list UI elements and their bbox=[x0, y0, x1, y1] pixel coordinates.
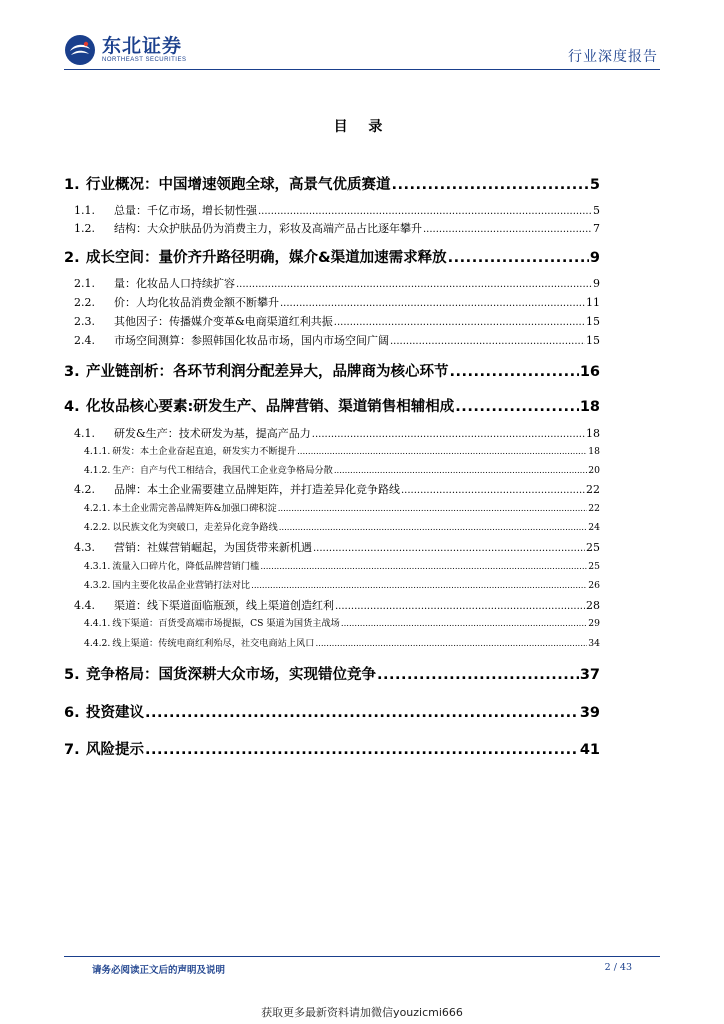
report-type-label: 行业深度报告 bbox=[568, 49, 658, 65]
toc-entry-title: 风险提示 bbox=[86, 742, 144, 758]
toc-entry-page: 18 bbox=[586, 427, 600, 440]
toc-entry-4-3-1[interactable] bbox=[64, 558, 600, 572]
toc-leader-dots bbox=[334, 317, 585, 328]
toc-leader-dots bbox=[260, 562, 587, 572]
toc-entry-page: 24 bbox=[588, 522, 600, 533]
toc-entry-title: 价：人均化妆品消费金额不断攀升 bbox=[114, 296, 279, 309]
toc-entry-page: 22 bbox=[586, 483, 600, 496]
toc-entry-1[interactable] bbox=[64, 173, 600, 194]
toc-entry-number: 4.2.1. bbox=[84, 503, 111, 514]
toc-entry-page: 16 bbox=[579, 364, 600, 380]
toc-entry-6[interactable] bbox=[64, 701, 600, 722]
toc-entry-title: 渠道：线下渠道面临瓶颈，线上渠道创造红利 bbox=[114, 599, 334, 612]
toc-entry-page: 9 bbox=[589, 250, 600, 266]
toc-entry-4-2[interactable] bbox=[64, 481, 600, 497]
toc-entry-title: 研发&生产：技术研发为基，提高产品力 bbox=[114, 427, 311, 440]
toc-leader-dots bbox=[341, 619, 587, 629]
toc-entry-title: 流量入口碎片化，降低品牌营销门槛 bbox=[112, 561, 260, 572]
toc-entry-title: 量：化妆品人口持续扩容 bbox=[114, 277, 235, 290]
toc-entry-title: 产业链剖析：各环节利润分配差异大，品牌商为核心环节 bbox=[86, 364, 449, 380]
toc-entry-3[interactable] bbox=[64, 360, 600, 381]
toc-leader-dots bbox=[390, 336, 585, 347]
toc-leader-dots bbox=[335, 601, 585, 612]
toc-entry-title: 线上渠道：传统电商红利殆尽，社交电商站上风口 bbox=[112, 638, 315, 649]
toc-entry-number: 4.1. bbox=[74, 427, 95, 440]
toc-entry-number: 4.4.1. bbox=[84, 618, 111, 629]
toc-entry-title: 投资建议 bbox=[86, 705, 144, 721]
toc-leader-dots bbox=[297, 447, 587, 457]
toc-leader-dots bbox=[279, 523, 588, 533]
toc-leader-dots bbox=[258, 206, 592, 217]
toc-leader-dots bbox=[278, 504, 588, 514]
toc-entry-page: 5 bbox=[589, 177, 600, 193]
toc-entry-4[interactable] bbox=[64, 395, 600, 416]
toc-entry-number: 4.1.1. bbox=[84, 446, 111, 457]
toc-entry-page: 18 bbox=[579, 399, 600, 415]
toc-leader-dots bbox=[145, 742, 579, 758]
toc-entry-number: 2. bbox=[64, 250, 80, 266]
toc-leader-dots bbox=[280, 298, 585, 309]
toc-entry-4-4-1[interactable] bbox=[64, 615, 600, 629]
toc-leader-dots bbox=[392, 177, 589, 193]
footer-divider bbox=[64, 956, 660, 957]
toc-entry-title: 竞争格局：国货深耕大众市场，实现错位竞争 bbox=[86, 667, 376, 683]
toc-entry-number: 4.2.2. bbox=[84, 522, 111, 533]
toc-entry-page: 15 bbox=[586, 315, 600, 328]
toc-entry-2-4[interactable] bbox=[64, 332, 600, 348]
toc-entry-4-4[interactable] bbox=[64, 597, 600, 613]
toc-entry-4-1-1[interactable] bbox=[64, 443, 600, 457]
toc-entry-title: 成长空间：量价齐升路径明确，媒介&渠道加速需求释放 bbox=[86, 250, 447, 266]
toc-entry-number: 4. bbox=[64, 399, 80, 415]
toc-entry-number: 7. bbox=[64, 742, 80, 758]
toc-entry-page: 9 bbox=[593, 277, 600, 290]
toc-entry-number: 4.1.2. bbox=[84, 465, 111, 476]
table-of-contents bbox=[64, 0, 600, 1024]
toc-entry-number: 4.4. bbox=[74, 599, 95, 612]
toc-entry-page: 25 bbox=[586, 541, 600, 554]
toc-leader-dots bbox=[377, 667, 579, 683]
toc-leader-dots bbox=[312, 429, 585, 440]
toc-entry-title: 品牌：本土企业需要建立品牌矩阵，并打造差异化竞争路线 bbox=[114, 483, 400, 496]
toc-entry-page: 37 bbox=[579, 667, 600, 683]
toc-entry-2-2[interactable] bbox=[64, 294, 600, 310]
toc-entry-page: 34 bbox=[588, 638, 600, 649]
toc-entry-title: 以民族文化为突破口，走差异化竞争路线 bbox=[112, 522, 278, 533]
toc-entry-number: 2.4. bbox=[74, 334, 95, 347]
toc-leader-dots bbox=[313, 543, 585, 554]
toc-entry-title: 线下渠道：百货受高端市场提振，CS 渠道为国货主战场 bbox=[112, 618, 340, 629]
toc-entry-4-2-1[interactable] bbox=[64, 500, 600, 514]
toc-entry-title: 市场空间测算：参照韩国化妆品市场，国内市场空间广阔 bbox=[114, 334, 389, 347]
toc-entry-page: 20 bbox=[588, 465, 600, 476]
toc-entry-2[interactable] bbox=[64, 246, 600, 267]
toc-entry-4-4-2[interactable] bbox=[64, 635, 600, 649]
toc-entry-2-1[interactable] bbox=[64, 275, 600, 291]
toc-entry-page: 18 bbox=[588, 446, 600, 457]
bottom-note: 获取更多最新资料请加微信youzicmi666 bbox=[261, 1006, 463, 1019]
toc-entry-2-3[interactable] bbox=[64, 313, 600, 329]
toc-entry-number: 1.1. bbox=[74, 204, 95, 217]
toc-entry-title: 结构：大众护肤品仍为消费主力，彩妆及高端产品占比逐年攀升 bbox=[114, 222, 422, 235]
toc-entry-1-2[interactable] bbox=[64, 220, 600, 236]
toc-entry-1-1[interactable] bbox=[64, 202, 600, 218]
logo-english-name: NORTHEAST SECURITIES bbox=[102, 57, 187, 63]
toc-entry-number: 2.1. bbox=[74, 277, 95, 290]
toc-entry-title: 国内主要化妆品企业营销打法对比 bbox=[112, 580, 251, 591]
toc-entry-page: 25 bbox=[588, 561, 600, 572]
toc-entry-page: 39 bbox=[579, 705, 600, 721]
toc-leader-dots bbox=[448, 250, 589, 266]
toc-entry-4-3[interactable] bbox=[64, 539, 600, 555]
toc-entry-number: 1. bbox=[64, 177, 80, 193]
toc-entry-title: 本土企业需完善品牌矩阵&加强口碑积淀 bbox=[112, 503, 277, 514]
toc-entry-page: 5 bbox=[593, 204, 600, 217]
toc-entry-4-2-2[interactable] bbox=[64, 519, 600, 533]
toc-entry-number: 4.3. bbox=[74, 541, 95, 554]
toc-entry-page: 22 bbox=[588, 503, 600, 514]
toc-leader-dots bbox=[423, 224, 592, 235]
page-indicator: 2 / 43 bbox=[604, 962, 632, 973]
toc-entry-number: 4.3.1. bbox=[84, 561, 111, 572]
toc-entry-4-1-2[interactable] bbox=[64, 462, 600, 476]
toc-entry-number: 2.2. bbox=[74, 296, 95, 309]
toc-entry-page: 26 bbox=[588, 580, 600, 591]
toc-entry-4-3-2[interactable] bbox=[64, 577, 600, 591]
toc-entry-number: 6. bbox=[64, 705, 80, 721]
toc-entry-number: 3. bbox=[64, 364, 80, 380]
toc-entry-title: 其他因子：传播媒介变革&电商渠道红利共振 bbox=[114, 315, 333, 328]
toc-entry-number: 4.4.2. bbox=[84, 638, 111, 649]
toc-entry-number: 4.3.2. bbox=[84, 580, 111, 591]
toc-title: 目 录 bbox=[333, 119, 391, 135]
toc-entry-page: 28 bbox=[586, 599, 600, 612]
toc-leader-dots bbox=[145, 705, 579, 721]
toc-entry-5[interactable] bbox=[64, 663, 600, 684]
footer-disclaimer: 请务必阅读正文后的声明及说明 bbox=[92, 965, 226, 976]
toc-entry-number: 5. bbox=[64, 667, 80, 683]
toc-entry-page: 41 bbox=[579, 742, 600, 758]
toc-leader-dots bbox=[315, 639, 587, 649]
toc-entry-number: 4.2. bbox=[74, 483, 95, 496]
toc-leader-dots bbox=[251, 581, 587, 591]
toc-entry-7[interactable] bbox=[64, 738, 600, 759]
toc-leader-dots bbox=[450, 364, 579, 380]
toc-entry-title: 总量：千亿市场，增长韧性强 bbox=[114, 204, 257, 217]
toc-entry-number: 2.3. bbox=[74, 315, 95, 328]
toc-entry-title: 营销：社媒营销崛起，为国货带来新机遇 bbox=[114, 541, 312, 554]
toc-leader-dots bbox=[455, 399, 579, 415]
toc-entry-title: 生产：自产与代工相结合，我国代工企业竞争格局分散 bbox=[112, 465, 333, 476]
toc-leader-dots bbox=[334, 466, 587, 476]
toc-entry-title: 研发：本土企业奋起直追，研发实力不断提升 bbox=[112, 446, 297, 457]
toc-entry-4-1[interactable] bbox=[64, 425, 600, 441]
logo-chinese-name: 东北证券 bbox=[102, 35, 183, 57]
toc-entry-page: 7 bbox=[593, 222, 600, 235]
toc-entry-title: 化妆品核心要素:研发生产、品牌营销、渠道销售相辅相成 bbox=[86, 399, 455, 415]
toc-entry-page: 11 bbox=[586, 296, 600, 309]
toc-leader-dots bbox=[401, 485, 585, 496]
toc-entry-title: 行业概况：中国增速领跑全球，高景气优质赛道 bbox=[86, 177, 391, 193]
toc-leader-dots bbox=[236, 279, 592, 290]
toc-entry-number: 1.2. bbox=[74, 222, 95, 235]
toc-entry-page: 15 bbox=[586, 334, 600, 347]
toc-entry-page: 29 bbox=[588, 618, 600, 629]
